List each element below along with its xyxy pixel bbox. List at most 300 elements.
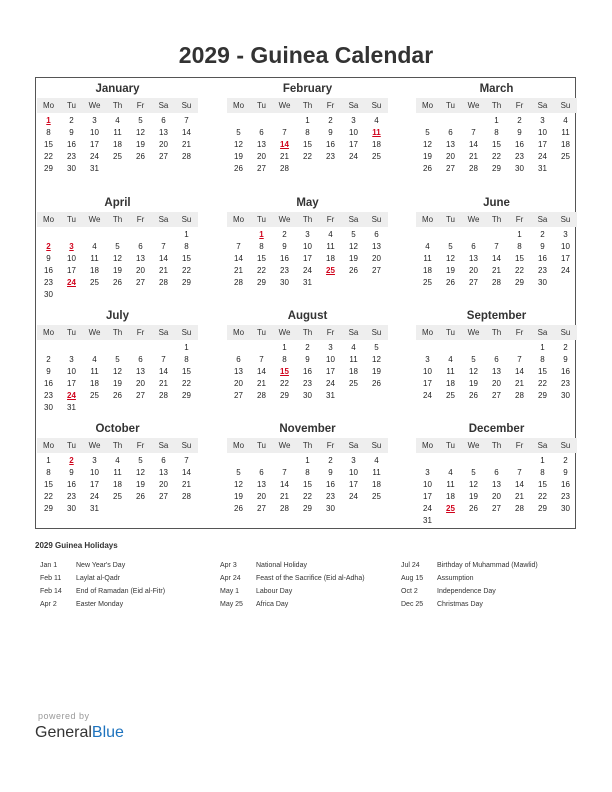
day-cell: 18 (446, 492, 455, 501)
day-cell: 6 (494, 355, 499, 364)
day-cell: 8 (46, 128, 51, 137)
day-cell: 12 (349, 242, 358, 251)
day-cell: 4 (425, 242, 430, 251)
weekday-label: Tu (256, 441, 267, 450)
weekday-label: Th (302, 215, 313, 224)
day-cell: 24 (90, 492, 99, 501)
month-august (227, 309, 388, 402)
day-cell: 11 (113, 468, 122, 477)
empty-cell (365, 390, 388, 402)
day-cell: 19 (113, 379, 122, 388)
day-cell: 21 (182, 480, 191, 489)
day-cell: 1 (540, 343, 545, 352)
empty-cell (129, 289, 152, 301)
month-name: September (466, 310, 527, 322)
day-cell: 18 (349, 367, 358, 376)
day-cell: 25 (113, 152, 122, 161)
day-cell: 30 (280, 278, 289, 287)
week-row (416, 503, 577, 515)
day-cell: 4 (351, 343, 356, 352)
day-cell: 29 (538, 504, 547, 513)
day-cell: 13 (492, 480, 501, 489)
day-cell: 19 (136, 140, 145, 149)
day-cell: 2 (517, 116, 522, 125)
day-cell: 26 (113, 278, 122, 287)
day-cell: 2 (328, 456, 333, 465)
day-cell: 16 (303, 367, 312, 376)
day-cell: 27 (136, 391, 145, 400)
week-row (416, 265, 577, 277)
holiday-day-cell: 25 (446, 504, 455, 513)
day-cell: 30 (303, 391, 312, 400)
weekday-label: Mo (42, 215, 55, 224)
day-cell: 11 (446, 367, 455, 376)
day-cell: 12 (469, 480, 478, 489)
month-may (227, 196, 388, 289)
day-cell: 7 (282, 128, 287, 137)
weekday-label: Su (560, 215, 571, 224)
weekday-label: Sa (348, 441, 359, 450)
weekday-label: We (278, 215, 291, 224)
week-row (227, 253, 388, 265)
week-row (227, 127, 388, 139)
weekday-label: Sa (348, 101, 359, 110)
day-cell: 20 (469, 266, 478, 275)
day-cell: 29 (303, 504, 312, 513)
brand-logo[interactable] (35, 724, 124, 742)
day-cell: 8 (540, 468, 545, 477)
week-row (37, 503, 198, 515)
day-cell: 26 (349, 266, 358, 275)
week-row (37, 491, 198, 503)
holiday-row (401, 572, 581, 585)
day-cell: 5 (471, 468, 476, 477)
day-cell: 15 (44, 480, 53, 489)
week-row (227, 342, 388, 354)
week-row (227, 390, 388, 402)
day-cell: 18 (423, 266, 432, 275)
day-cell: 31 (423, 516, 432, 525)
empty-cell (250, 342, 273, 354)
day-cell: 19 (349, 254, 358, 263)
day-cell: 11 (326, 242, 335, 251)
empty-cell (106, 342, 129, 354)
holiday-date: Jul 24 (401, 562, 420, 569)
day-cell: 22 (44, 492, 53, 501)
holiday-row (401, 585, 581, 598)
day-cell: 12 (136, 128, 145, 137)
day-cell: 6 (259, 468, 264, 477)
week-row (416, 342, 577, 354)
day-cell: 12 (113, 367, 122, 376)
week-row (37, 277, 198, 289)
weekday-label: Sa (348, 328, 359, 337)
day-cell: 3 (69, 355, 74, 364)
empty-cell (227, 342, 250, 354)
day-cell: 31 (303, 278, 312, 287)
weekday-header (37, 98, 198, 113)
day-cell: 14 (515, 480, 524, 489)
day-cell: 14 (280, 480, 289, 489)
day-cell: 19 (372, 367, 381, 376)
day-cell: 23 (67, 492, 76, 501)
empty-cell (152, 503, 175, 515)
day-cell: 11 (561, 128, 570, 137)
day-cell: 21 (469, 152, 478, 161)
empty-cell (60, 342, 83, 354)
day-cell: 3 (425, 355, 430, 364)
day-cell: 14 (515, 367, 524, 376)
day-cell: 17 (561, 254, 570, 263)
day-cell: 28 (257, 391, 266, 400)
day-cell: 16 (538, 254, 547, 263)
day-cell: 29 (515, 278, 524, 287)
week-row (416, 115, 577, 127)
day-cell: 16 (44, 379, 53, 388)
weekday-label: Su (371, 441, 382, 450)
day-cell: 27 (469, 278, 478, 287)
day-cell: 24 (561, 266, 570, 275)
day-cell: 19 (113, 266, 122, 275)
week-row (227, 163, 388, 175)
empty-cell (554, 515, 577, 527)
day-cell: 6 (161, 116, 166, 125)
holiday-name: New Year's Day (76, 562, 126, 569)
month-december (416, 422, 577, 527)
day-cell: 17 (67, 266, 76, 275)
day-cell: 7 (161, 355, 166, 364)
day-cell: 5 (351, 230, 356, 239)
weekday-header (416, 98, 577, 113)
day-cell: 26 (136, 492, 145, 501)
day-cell: 10 (326, 355, 335, 364)
day-cell: 7 (517, 355, 522, 364)
empty-cell (175, 289, 198, 301)
empty-cell (106, 229, 129, 241)
day-cell: 10 (67, 367, 76, 376)
day-cell: 24 (423, 391, 432, 400)
day-cell: 31 (67, 403, 76, 412)
day-cell: 6 (448, 128, 453, 137)
weekday-label: Su (371, 215, 382, 224)
weekday-label: Mo (421, 101, 434, 110)
day-cell: 8 (494, 128, 499, 137)
day-cell: 14 (492, 254, 501, 263)
day-cell: 27 (159, 492, 168, 501)
holiday-day-cell: 14 (280, 140, 289, 149)
day-cell: 15 (303, 480, 312, 489)
day-cell: 30 (44, 290, 53, 299)
day-cell: 16 (67, 140, 76, 149)
weekday-label: We (467, 441, 480, 450)
empty-cell (485, 455, 508, 467)
day-cell: 26 (136, 152, 145, 161)
day-cell: 13 (257, 140, 266, 149)
day-cell: 16 (561, 367, 570, 376)
weekday-label: Tu (445, 441, 456, 450)
holiday-day-cell: 24 (67, 391, 76, 400)
week-row (37, 366, 198, 378)
day-cell: 25 (372, 152, 381, 161)
day-cell: 9 (517, 128, 522, 137)
empty-cell (37, 342, 60, 354)
day-cell: 11 (349, 355, 358, 364)
day-cell: 20 (234, 379, 243, 388)
day-cell: 10 (303, 242, 312, 251)
day-cell: 6 (161, 456, 166, 465)
day-cell: 5 (236, 468, 241, 477)
day-cell: 21 (492, 266, 501, 275)
day-cell: 28 (234, 278, 243, 287)
week-row (416, 491, 577, 503)
weekday-label: Th (112, 441, 123, 450)
weekday-label: Sa (537, 101, 548, 110)
day-cell: 5 (138, 116, 143, 125)
empty-cell (129, 229, 152, 241)
day-cell: 23 (561, 492, 570, 501)
day-cell: 4 (374, 116, 379, 125)
day-cell: 26 (469, 504, 478, 513)
day-cell: 27 (159, 152, 168, 161)
empty-cell (273, 455, 296, 467)
week-row (416, 455, 577, 467)
day-cell: 9 (69, 128, 74, 137)
holiday-name: Laylat al-Qadr (76, 575, 120, 582)
holiday-name: End of Ramadan (Eid al-Fitr) (76, 588, 166, 595)
weekday-label: Tu (256, 328, 267, 337)
week-row (227, 139, 388, 151)
holiday-date: May 25 (220, 601, 243, 608)
day-cell: 25 (113, 492, 122, 501)
empty-cell (416, 455, 439, 467)
day-cell: 2 (563, 456, 568, 465)
day-cell: 26 (234, 164, 243, 173)
empty-cell (485, 342, 508, 354)
day-cell: 7 (517, 468, 522, 477)
day-cell: 29 (538, 391, 547, 400)
day-cell: 2 (540, 230, 545, 239)
holiday-row (401, 559, 581, 572)
week-row (37, 229, 198, 241)
empty-cell (342, 390, 365, 402)
week-row (37, 342, 198, 354)
weekday-label: We (88, 101, 101, 110)
day-cell: 15 (257, 254, 266, 263)
day-cell: 11 (423, 254, 432, 263)
holiday-column (220, 559, 400, 611)
holiday-day-cell: 2 (46, 242, 51, 251)
day-cell: 23 (326, 152, 335, 161)
day-cell: 15 (182, 254, 191, 263)
day-cell: 15 (538, 480, 547, 489)
holiday-date: Jan 1 (40, 562, 58, 569)
day-cell: 26 (469, 391, 478, 400)
holiday-row (220, 598, 400, 611)
day-cell: 20 (136, 266, 145, 275)
weekday-label: Sa (537, 215, 548, 224)
month-october (37, 422, 198, 515)
day-cell: 15 (303, 140, 312, 149)
day-cell: 17 (349, 480, 358, 489)
day-cell: 24 (90, 152, 99, 161)
day-cell: 17 (538, 140, 547, 149)
day-cell: 6 (494, 468, 499, 477)
day-cell: 6 (471, 242, 476, 251)
day-cell: 4 (115, 456, 120, 465)
weekday-label: Mo (232, 328, 245, 337)
day-cell: 30 (326, 504, 335, 513)
day-cell: 1 (46, 456, 51, 465)
day-cell: 3 (92, 116, 97, 125)
weekday-label: Sa (158, 215, 169, 224)
day-cell: 9 (46, 254, 51, 263)
day-cell: 16 (67, 480, 76, 489)
weekday-label: Sa (158, 328, 169, 337)
day-cell: 14 (182, 468, 191, 477)
day-cell: 18 (113, 480, 122, 489)
day-cell: 15 (515, 254, 524, 263)
empty-cell (462, 115, 485, 127)
week-row (227, 354, 388, 366)
week-row (227, 277, 388, 289)
day-cell: 17 (67, 379, 76, 388)
empty-cell (416, 342, 439, 354)
day-cell: 7 (161, 242, 166, 251)
day-cell: 1 (305, 456, 310, 465)
day-cell: 16 (280, 254, 289, 263)
empty-cell (554, 163, 577, 175)
day-cell: 21 (280, 152, 289, 161)
week-row (416, 515, 577, 527)
empty-cell (508, 455, 531, 467)
day-cell: 19 (234, 492, 243, 501)
week-row (37, 115, 198, 127)
weekday-label: We (88, 441, 101, 450)
day-cell: 19 (469, 492, 478, 501)
empty-cell (319, 277, 342, 289)
day-cell: 23 (280, 266, 289, 275)
day-cell: 14 (257, 367, 266, 376)
empty-cell (365, 503, 388, 515)
empty-cell (485, 515, 508, 527)
day-cell: 15 (44, 140, 53, 149)
day-cell: 23 (303, 379, 312, 388)
day-cell: 19 (446, 266, 455, 275)
day-cell: 9 (563, 468, 568, 477)
day-cell: 22 (538, 492, 547, 501)
day-cell: 5 (471, 355, 476, 364)
day-cell: 30 (515, 164, 524, 173)
weekday-label: Tu (256, 215, 267, 224)
day-cell: 16 (326, 480, 335, 489)
day-cell: 13 (159, 468, 168, 477)
day-cell: 9 (305, 355, 310, 364)
week-row (227, 265, 388, 277)
weekday-header (416, 438, 577, 453)
day-cell: 2 (69, 116, 74, 125)
day-cell: 17 (90, 140, 99, 149)
weekday-label: Th (112, 101, 123, 110)
empty-cell (60, 289, 83, 301)
day-cell: 28 (280, 504, 289, 513)
holiday-name: Birthday of Muhammad (Mawlid) (437, 562, 538, 569)
day-cell: 28 (159, 278, 168, 287)
weekday-label: Mo (42, 328, 55, 337)
holidays-title: 2029 Guinea Holidays (35, 541, 118, 550)
empty-cell (462, 342, 485, 354)
holiday-row (220, 585, 400, 598)
weekday-label: Fr (515, 215, 524, 224)
day-cell: 30 (67, 504, 76, 513)
day-cell: 6 (138, 355, 143, 364)
day-cell: 25 (561, 152, 570, 161)
holiday-row (40, 598, 220, 611)
week-row (37, 163, 198, 175)
day-cell: 13 (136, 254, 145, 263)
day-cell: 20 (159, 140, 168, 149)
day-cell: 15 (492, 140, 501, 149)
weekday-label: Th (491, 328, 502, 337)
holiday-row (40, 585, 220, 598)
empty-cell (296, 163, 319, 175)
empty-cell (319, 163, 342, 175)
weekday-label: Sa (348, 215, 359, 224)
empty-cell (152, 289, 175, 301)
day-cell: 20 (257, 152, 266, 161)
day-cell: 14 (159, 254, 168, 263)
day-cell: 28 (492, 278, 501, 287)
week-row (227, 115, 388, 127)
weekday-header (227, 212, 388, 227)
weekday-label: Th (491, 215, 502, 224)
day-cell: 15 (538, 367, 547, 376)
holiday-row (220, 572, 400, 585)
empty-cell (152, 402, 175, 414)
weekday-label: Sa (537, 441, 548, 450)
day-cell: 31 (90, 164, 99, 173)
week-row (37, 354, 198, 366)
day-cell: 16 (326, 140, 335, 149)
weekday-label: Tu (66, 441, 77, 450)
day-cell: 21 (515, 379, 524, 388)
day-cell: 12 (469, 367, 478, 376)
weekday-header (227, 438, 388, 453)
empty-cell (227, 115, 250, 127)
day-cell: 14 (159, 367, 168, 376)
day-cell: 20 (492, 379, 501, 388)
day-cell: 27 (492, 504, 501, 513)
month-name: August (287, 310, 328, 322)
day-cell: 21 (515, 492, 524, 501)
empty-cell (342, 163, 365, 175)
day-cell: 17 (423, 379, 432, 388)
week-row (227, 491, 388, 503)
weekday-label: Th (302, 101, 313, 110)
day-cell: 13 (257, 480, 266, 489)
empty-cell (106, 503, 129, 515)
day-cell: 8 (259, 242, 264, 251)
empty-cell (83, 289, 106, 301)
day-cell: 22 (182, 266, 191, 275)
day-cell: 13 (469, 254, 478, 263)
day-cell: 29 (257, 278, 266, 287)
day-cell: 5 (115, 242, 120, 251)
day-cell: 24 (349, 152, 358, 161)
day-cell: 4 (92, 242, 97, 251)
day-cell: 13 (234, 367, 243, 376)
day-cell: 23 (44, 278, 53, 287)
day-cell: 19 (234, 152, 243, 161)
